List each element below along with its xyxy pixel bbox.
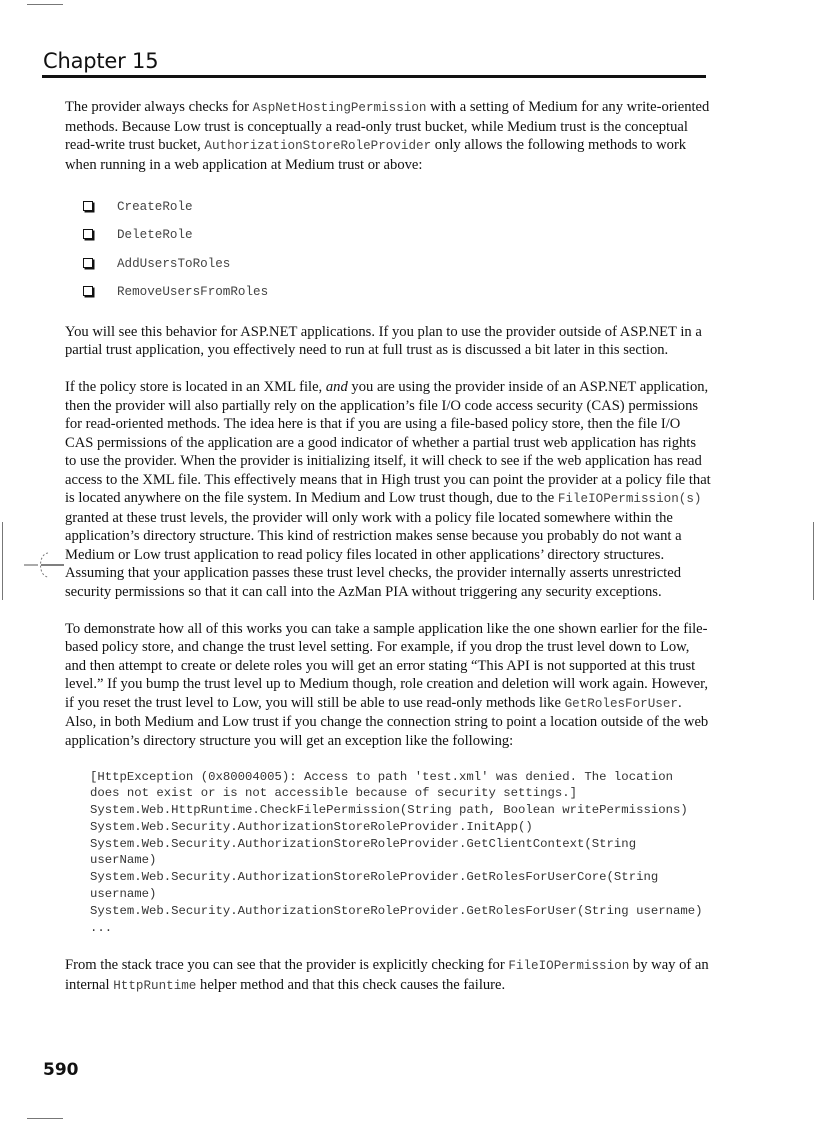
list-item: RemoveUsersFromRoles [83, 278, 711, 307]
registration-mark-icon [24, 548, 64, 582]
code-http-runtime: HttpRuntime [113, 978, 197, 993]
checkbox-bullet-icon [83, 258, 93, 268]
page-number: 590 [43, 1060, 79, 1080]
code-line: System.Web.HttpRuntime.CheckFilePermission(String path, Boolean writePermissions) [90, 803, 688, 818]
code-line: [HttpException (0x80004005): Access to path 'test.xml' was denied. The location [90, 769, 673, 784]
crop-mark-bottom [27, 1118, 63, 1119]
list-item: CreateRole [83, 193, 711, 222]
code-fileio-permission: FileIOPermission(s) [557, 492, 702, 506]
checkbox-bullet-icon [83, 201, 93, 211]
paragraph-aspnet-behavior: You will see this behavior for ASP.NET applications. If you plan to use the provider outside of ASP.NET in a partial trust application, you effectively need to run at full trust as is discussed a bit later in this section. [65, 323, 702, 358]
code-line: username) [90, 887, 157, 902]
header-rule [42, 75, 706, 78]
code-line: does not exist or is not accessible because of security settings.] [90, 786, 578, 801]
code-line: ... [90, 920, 113, 935]
method-list [83, 193, 711, 307]
page-body [65, 98, 711, 1014]
code-line: userName) [90, 853, 157, 868]
code-line: System.Web.Security.AuthorizationStoreRoleProvider.GetRolesForUserCore(String [90, 870, 659, 885]
code-line: System.Web.Security.AuthorizationStoreRoleProvider.GetClientContext(String [90, 836, 637, 851]
paragraph-permissions: The provider always checks for AspNetHostingPermission with a setting of Medium for any write-oriented methods. Because Low trust is conceptually a read-only trust bucket, while Medium trust is the conceptual read-write trust bucket, AuthorizationStoreRoleProvider only allows the following methods to work when running in a web application at Medium trust or above: [65, 99, 710, 173]
paragraph-demonstration: To demonstrate how all of this works you can take a sample application like the one shown earlier for the file-based policy store, and change the trust level setting. For example, if you drop the trust level down to Low, and then attempt to create or delete roles you will get an error stating “This API is not supported at this trust level.” If you bump the trust level up to Medium though, role creation and deletion will work again. However, if you reset the trust level to Low, you will still be able to use read-only methods like GetRolesForUser. Also, in both Medium and Low trust if you change the connection string to point a location outside of the web application’s directory structure you will get an exception like the following: [65, 620, 709, 749]
paragraph-xml-policy-store: If the policy store is located in an XML file, and you are using the provider inside of an ASP.NET application, then the provider will also partially rely on the application’s file I/O code access security (CAS) permissions for read-oriented methods. The idea here is that if you are using a file-based policy store, then the file I/O CAS permissions of the application are a good indicator of whether a partial trust web application has rights to use the provider. When the provider is initializing itself, it will check to see if the web application has read access to the XML file. This effectively means that in High trust you can point the provider at a policy file that is located anywhere on the file system. In Medium and Low trust though, due to the FileIOPermission(s) granted at these trust levels, the provider will only work with a policy file located somewhere within the application’s directory structure. This kind of restriction makes sense because you probably do not want a Medium or Low trust application to read policy files located in other applications’ directory structures. Assuming that your application passes these trust level checks, the provider internally asserts unrestricted security permissions so that it can call into the AzMan PIA without triggering any security exceptions. [65, 379, 711, 600]
checkbox-bullet-icon [83, 229, 93, 239]
checkbox-bullet-icon [83, 286, 93, 296]
crop-mark-right [813, 522, 814, 600]
crop-mark-left [2, 522, 3, 600]
code-line: System.Web.Security.AuthorizationStoreRoleProvider.GetRolesForUser(String username) [90, 903, 703, 918]
paragraph-conclusion: From the stack trace you can see that the provider is explicitly checking for FileIOPermission by way of an internal HttpRuntime helper method and that this check causes the failure. [65, 957, 709, 993]
code-get-roles-for-user: GetRolesForUser [564, 696, 678, 711]
code-aspnet-hosting-permission: AspNetHostingPermission [252, 101, 427, 115]
stack-trace-code-block [90, 769, 711, 937]
crop-mark-top [27, 4, 63, 5]
code-authorization-store-role-provider: AuthorizationStoreRoleProvider [204, 139, 432, 153]
list-item: AddUsersToRoles [83, 250, 711, 279]
list-item: DeleteRole [83, 221, 711, 250]
code-fileio-permission-ref: FileIOPermission [508, 959, 630, 974]
chapter-title: Chapter 15 [43, 49, 159, 73]
code-line: System.Web.Security.AuthorizationStoreRoleProvider.InitApp() [90, 819, 533, 834]
